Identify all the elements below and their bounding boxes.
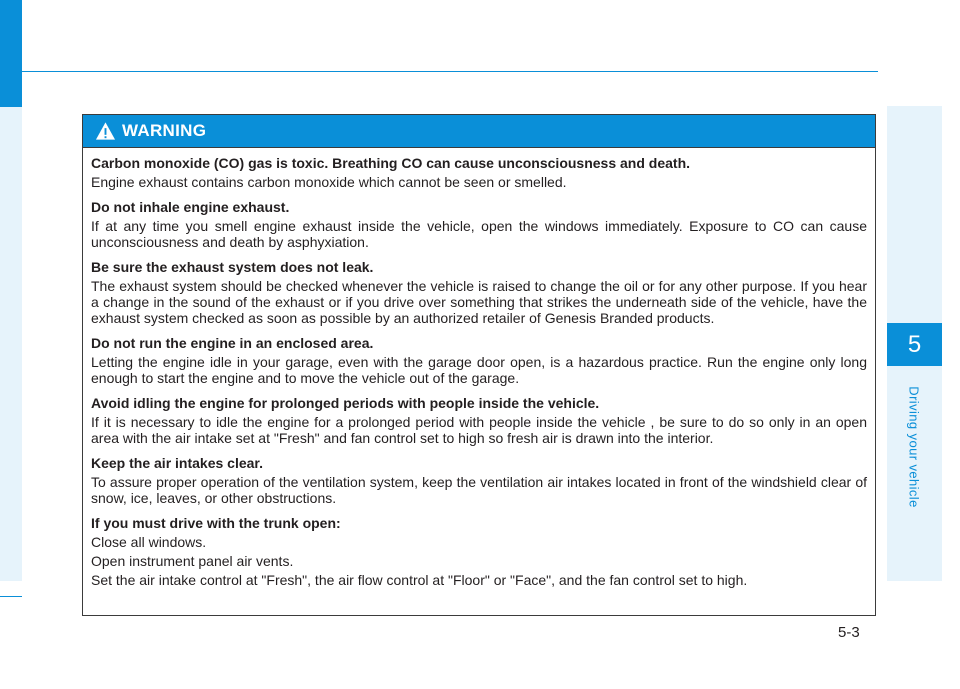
section-text: If it is necessary to idle the engine for a prolonged period with people inside the vehicle , be sure to do so only in an open area with the air intake set at "Fresh" and fan control set to high so fresh air is drawn into the interior. <box>91 414 867 446</box>
warning-title: WARNING <box>122 121 207 140</box>
warning-body <box>83 148 875 588</box>
section-heading: Keep the air intakes clear. <box>91 455 263 471</box>
trunk-step: Open instrument panel air vents. <box>91 553 294 569</box>
warning-triangle-icon <box>95 121 116 141</box>
section-text: The exhaust system should be checked whenever the vehicle is raised to change the oil or for any other purpose. If you hear a change in the sound of the exhaust or if you drive over something that strikes the underneath side of the vehicle, have the exhaust system checked as soon as possible by an authorized retailer of Genesis Branded products. <box>91 278 867 326</box>
page-number: 5-3 <box>838 624 860 641</box>
trunk-step: Set the air intake control at "Fresh", the air flow control at "Floor" or "Face", and the fan control set to high. <box>91 572 748 588</box>
section-heading: Do not inhale engine exhaust. <box>91 199 290 215</box>
section-heading: Do not run the engine in an enclosed area. <box>91 335 374 351</box>
section-heading: Be sure the exhaust system does not leak. <box>91 259 374 275</box>
trunk-step: Close all windows. <box>91 534 207 550</box>
chapter-title: Driving your vehicle <box>906 386 922 508</box>
header-rule <box>22 71 878 72</box>
chapter-number-tab <box>887 323 942 366</box>
left-bottom-rule <box>0 596 22 597</box>
section-text: To assure proper operation of the ventilation system, keep the ventilation air intakes located in front of the windshield clear of snow, ice, leaves, or other obstructions. <box>91 474 867 506</box>
warning-intro-text: Engine exhaust contains carbon monoxide which cannot be seen or smelled. <box>91 174 567 190</box>
chapter-number: 5 <box>907 331 922 358</box>
warning-intro-heading: Carbon monoxide (CO) gas is toxic. Breathing CO can cause unconsciousness and death. <box>91 155 691 171</box>
warning-header <box>83 115 875 148</box>
section-text: Letting the engine idle in your garage, even with the garage door open, is a hazardous practice. Run the engine only long enough to start the engine and to move the vehicle out of the garage. <box>91 354 867 386</box>
left-accent-tab <box>0 0 22 107</box>
warning-box <box>82 114 876 616</box>
trunk-heading: If you must drive with the trunk open: <box>91 515 341 531</box>
section-text: If at any time you smell engine exhaust inside the vehicle, open the windows immediately. Exposure to CO can cause unconsciousness and death by asphyxiation. <box>91 218 867 250</box>
section-heading: Avoid idling the engine for prolonged periods with people inside the vehicle. <box>91 395 600 411</box>
